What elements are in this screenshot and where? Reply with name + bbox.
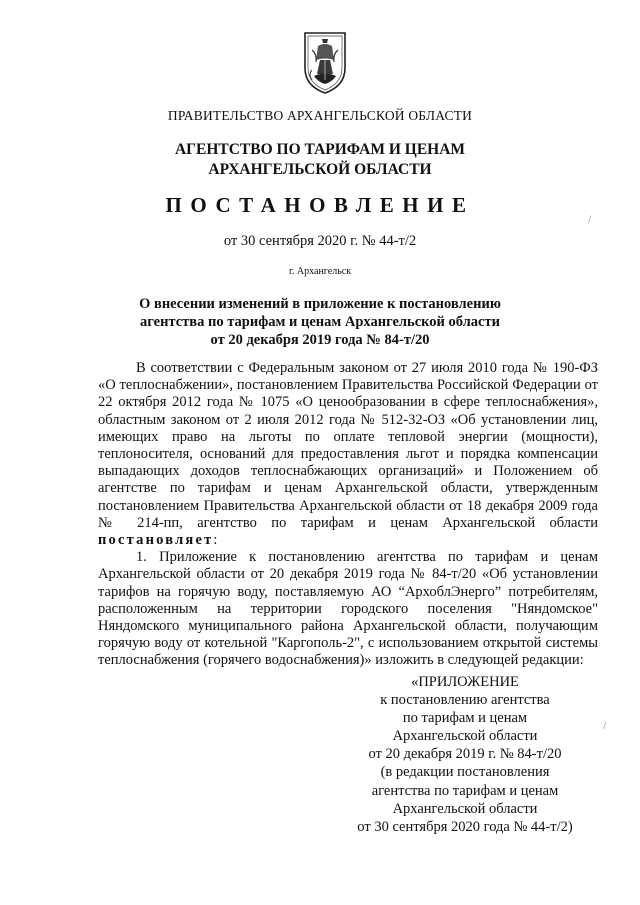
agency-name (0, 140, 640, 180)
appendix-line-4: Архангельской области (392, 728, 538, 745)
agency-line-2: АРХАНГЕЛЬСКОЙ ОБЛАСТИ (208, 161, 432, 178)
government-name: ПРАВИТЕЛЬСТВО АРХАНГЕЛЬСКОЙ ОБЛАСТИ (167, 108, 473, 123)
document-title (0, 295, 640, 349)
appendix-line-9: от 30 сентября 2020 года № 44-т/2) (357, 818, 573, 835)
title-line-1: О внесении изменений в приложение к постановлению (139, 296, 501, 312)
document-type: ПОСТАНОВЛЕНИЕ (165, 193, 475, 217)
body-paragraph-1 (98, 360, 598, 549)
scan-mark-1: / (588, 212, 592, 226)
scan-mark-2: / (603, 718, 607, 732)
paragraph-1-end: : (213, 532, 218, 549)
appendix-line-2: к постановлению агентства (380, 692, 550, 709)
appendix-line-3: по тарифам и ценам (402, 710, 528, 727)
appendix-line-6: (в редакции постановления (380, 764, 550, 781)
resolution-keyword: постановляет (98, 532, 214, 549)
appendix-line-8: Архангельской области (392, 800, 538, 817)
title-line-2: агентства по тарифам и ценам Архангельской области (140, 314, 500, 330)
appendix-line-5: от 20 декабря 2019 г. № 84-т/20 (368, 746, 562, 763)
paragraph-1-text: В соответствии с Федеральным законом от 27 июля 2010 года № 190-ФЗ «О теплоснабжении», постановлением Правительства Российской Федерации от 22 октября 2012 года № 1075 «О ценообразовании в сфере теплоснабжения», областным законом от 2 июля 2012 года № 512-32-ОЗ «Об установлении лиц, имеющих право на льготы по оплате тепловой энергии (мощности), теплоносителя, оснований для предоставления льгот и порядка компенсации выпадающих доходов теплоснабжающих организаций» и Положением об агентстве по тарифам и ценам Архангельской области, утвержденным постановлением Правительства Архангельской области от 18 декабря 2009 года № 214-пп, агентство по тарифам и ценам Архангельской области (98, 360, 598, 531)
agency-line-1: АГЕНТСТВО ПО ТАРИФАМ И ЦЕНАМ (174, 141, 466, 158)
document-date-number: от 30 сентября 2020 г. № 44-т/2 (223, 233, 417, 249)
coat-of-arms-emblem-icon (300, 30, 350, 96)
document-city: г. Архангельск (288, 266, 352, 277)
body-paragraph-2: 1. Приложение к постановлению агентства по тарифам и ценам Архангельской области от 20 декабря 2019 года № 84-т/20 «Об установлении тарифов на горячую воду, поставляемую АО “АрхоблЭнерго” потребителям, расположенным на территории городского поселения "Няндомское" Няндомского муниципального района Архангельской области, получающим горячую воду от котельной "Каргополь-2", с использованием открытой системы теплоснабжения (горячего водоснабжения)» изложить в следующей редакции: (98, 549, 598, 669)
appendix-block (330, 673, 600, 836)
document-body (98, 360, 598, 670)
appendix-line-1: «ПРИЛОЖЕНИЕ (411, 674, 519, 690)
title-line-3: от 20 декабря 2019 года № 84-т/20 (210, 332, 430, 348)
appendix-line-7: агентства по тарифам и ценам (371, 782, 559, 799)
